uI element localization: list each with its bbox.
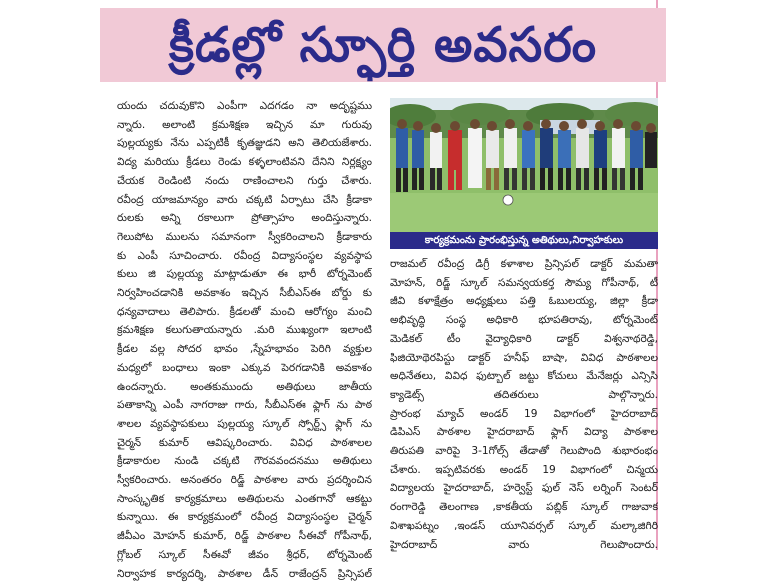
article-line: ధన్యవాదాలు తెలిపారు. క్రీడలతో మంచి ఆరోగ్యం మంచి xyxy=(117,305,372,318)
photo-illustration xyxy=(390,98,658,232)
article-line: తిరుపతి వారిపై 3-1గోల్స్ తేడాతో గెలుపొంది శుభారంభం xyxy=(390,445,658,458)
article-column-left xyxy=(117,97,372,583)
article-line: అధినేతలు, వివిధ ఫుట్బాల్ జట్టు కోచులు మేనేజర్లు ఎన్సిసి xyxy=(390,370,658,383)
article-line: కున్నాయి. ఈ కార్యక్రమంలో రవీంద్ర విద్యాసంస్థల చైర్మన్ xyxy=(117,511,372,524)
article-line: అభివృద్ధి సంస్థ అధికారి భూపతిరావు, టోర్నమెంట్ xyxy=(390,314,658,327)
article-line: జీవీఎం మోహన్ కుమార్, రిడ్జ్ పాఠశాల సీఈవో గోపీనాథ్, xyxy=(117,530,372,543)
article-line: చేశారు. ఇప్పటివరకు అండర్ 19 విభాగంలో చిన్మయ xyxy=(390,463,658,476)
article-line: విశాఖపట్నం ,ఇండస్ యూనివర్సల్ స్కూల్ మల్కాజిగిరి xyxy=(390,519,658,532)
headline: క్రీడల్లో స్ఫూర్తి అవసరం xyxy=(168,17,598,73)
article-line: విద్యాలయ హైదరాబాద్, హర్వెస్ట్ ఫుల్ నెస్ లర్నింగ్ సెంటర్ xyxy=(390,482,658,495)
article-line: చైర్మన్ కుమార్ ఆవిష్కరించారు. వివిధ పాఠశాలల xyxy=(117,436,372,449)
article-line: సాంస్కృతిక కార్యక్రమాలు అతిథులను ఎంతగానో ఆకట్టు xyxy=(117,492,372,505)
photo-block xyxy=(390,98,658,249)
article-line: మోహన్, రిడ్జ్ స్కూల్ సమన్వయకర్త సౌమ్య గోపీనాథ్, టీ xyxy=(390,276,658,289)
article-line: శాలల వ్యవస్థాపకులు పుల్లయ్య స్కూల్ స్పోర్ట్స్ ఫ్లాగ్ ను xyxy=(117,417,372,430)
photo-caption: కార్యక్రమంను ప్రారంభిస్తున్న అతిథులు,నిర్వాహకులు xyxy=(390,232,658,249)
article-line: ఫిజియోథెరపిస్టు డాక్టర్ హనీఫ్ బాషా, వివిధ పాఠశాలల xyxy=(390,351,658,364)
article-line: కులు జి పుల్లయ్య మాట్లాడుతూ ఈ భారీ టోర్నమెంట్ xyxy=(117,268,372,281)
article-line: కు ఎంపీ సూచించారు. రవీంద్ర విద్యాసంస్థల వ్యవస్థాప xyxy=(117,249,372,262)
article-line: గ్లోబల్ స్కూల్ సీఈవో జీవం శ్రీధర్, టోర్నమెంట్ xyxy=(117,548,372,561)
headline-banner xyxy=(100,8,666,82)
article-line: నిర్వాహక కార్యదర్శి, పాఠశాల డీన్ రాజేంద్రన్ ప్రిన్సిపల్ xyxy=(117,567,372,580)
article-line: పుల్లయ్యకు నేను ఎప్పటికీ కృతజ్ఞుడని అని తెలియజేశారు. xyxy=(117,137,372,150)
article-line: పతాకాన్ని ఎంపీ నాగరాజు గారు, సీబీఎస్ఈ ఫ్లాగ్ ను పాఠ xyxy=(117,399,372,412)
article-line: ఉందన్నారు. అంతకుముందు అతిథులు జాతీయ xyxy=(117,380,372,393)
article-line: క్రీడల వల్ల సోదర భావం ,స్నేహభావం పెరిగి వ్యక్తుల xyxy=(117,343,372,356)
article-line: డిపిఎస్ పాఠశాల హైదరాబాద్ ఫ్లాగ్ విద్యా పాఠశాల xyxy=(390,426,658,439)
article-line: న్నారు. అలాంటి క్రమశిక్షణ ఇచ్చిన మా గురువు xyxy=(117,118,372,131)
article-line: స్వీకరించారు. అనంతరం రిడ్జ్ పాఠశాల వారు ప్రదర్శించిన xyxy=(117,474,372,487)
article-line: నిర్వహించడానికి అవకాశం ఇచ్చిన సీబీఎస్ఈ బోర్డు కు xyxy=(117,287,372,300)
article-line: క్రమశిక్షణ కలుగుతాయన్నారు .మరి ముఖ్యంగా ఇలాంటి xyxy=(117,324,372,337)
article-line: ప్రారంభ మ్యాచ్ అండర్ 19 విభాగంలో హైదరాబాద్ xyxy=(390,407,658,420)
article-line: మెడికల్ టీం వైద్యాధికారి డాక్టర్ విశ్వనాథరెడ్డి, xyxy=(390,332,658,345)
article-line: జీవి కళాక్షేత్రం అధ్యక్షులు పత్తి ఓబులయ్య, జిల్లా క్రీడా xyxy=(390,295,658,308)
article-line: రులకు అన్ని రకాలుగా ప్రోత్సాహం అందిస్తున్నారు. xyxy=(117,212,372,225)
article-line: యందు చదువుకొని ఎంపీగా ఎదగడం నా అదృష్టము xyxy=(117,100,372,112)
article-line: హైదరాబాద్ వారు గెలుపొందారు. xyxy=(390,538,658,551)
article-line: రాజమల్ రవీంద్ర డిగ్రీ కళాశాల ప్రిన్సిపల్ డాక్టర్ మమతా xyxy=(390,258,658,270)
article-line: క్రీడాకారుల నుండి చక్కటి గౌరవవందనము అతిథులు xyxy=(117,455,372,468)
article-line: చేయక రెండింటి నందు రాణించాలని గుర్తు చేశారు. xyxy=(117,174,372,187)
article-line: విద్య మరియు క్రీడలు రెండు కళ్ళలాంటివని దేనిని నిర్లక్ష్యం xyxy=(117,156,372,169)
article-line: రంగారెడ్డి తెలంగాణ ,కాకతీయ పబ్లిక్ స్కూల్ గాజువాక xyxy=(390,501,658,514)
news-photo xyxy=(390,98,658,232)
article-line: రవీంద్ర యాజమాన్యం వారు చక్కటి ఏర్పాటు చేసి క్రీడాకా xyxy=(117,193,372,206)
article-line: మధ్యలో బంధాలు ఇంకా ఎక్కువ పెరగడానికి అవకాశం xyxy=(117,361,372,374)
article-line: క్యాడెట్స్ తదితరులు పాల్గొన్నారు. xyxy=(390,388,658,401)
article-line: గెలుపోట ములను సమానంగా స్వీకరించాలని క్రీడాకారు xyxy=(117,230,372,243)
article-column-right xyxy=(390,255,658,554)
